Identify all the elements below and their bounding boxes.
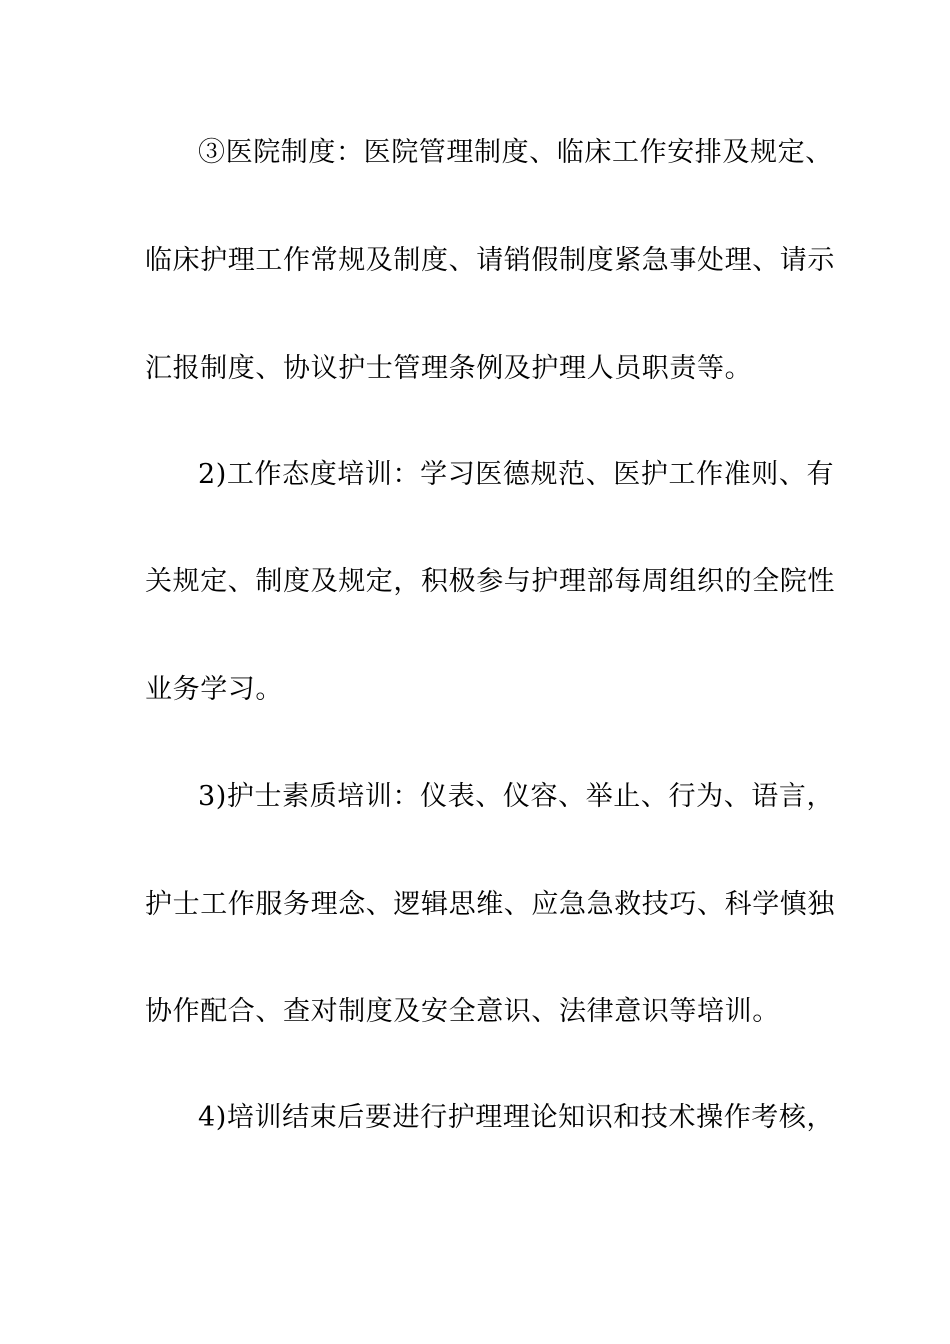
text-line-8: 护士工作服务理念、逻辑思维、应急急救技巧、科学慎独 — [145, 889, 835, 920]
text-line-10: 4)培训结束后要进行护理理论知识和技术操作考核， — [198, 1102, 835, 1133]
text-line-5: 关规定、制度及规定，积极参与护理部每周组织的全院性 — [145, 566, 835, 597]
text-line-6: 业务学习。 — [145, 674, 283, 705]
text-line-9: 协作配合、查对制度及安全意识、法律意识等培训。 — [145, 996, 780, 1027]
text-line-4: 2)工作态度培训：学习医德规范、医护工作准则、有 — [198, 459, 835, 490]
text-line-7: 3)护士素质培训：仪表、仪容、举止、行为、语言， — [198, 781, 835, 812]
text-line-3: 汇报制度、协议护士管理条例及护理人员职责等。 — [145, 353, 753, 384]
text-line-1: ③医院制度：医院管理制度、临床工作安排及规定、 — [198, 137, 833, 168]
text-line-2: 临床护理工作常规及制度、请销假制度紧急事处理、请示 — [145, 245, 835, 276]
